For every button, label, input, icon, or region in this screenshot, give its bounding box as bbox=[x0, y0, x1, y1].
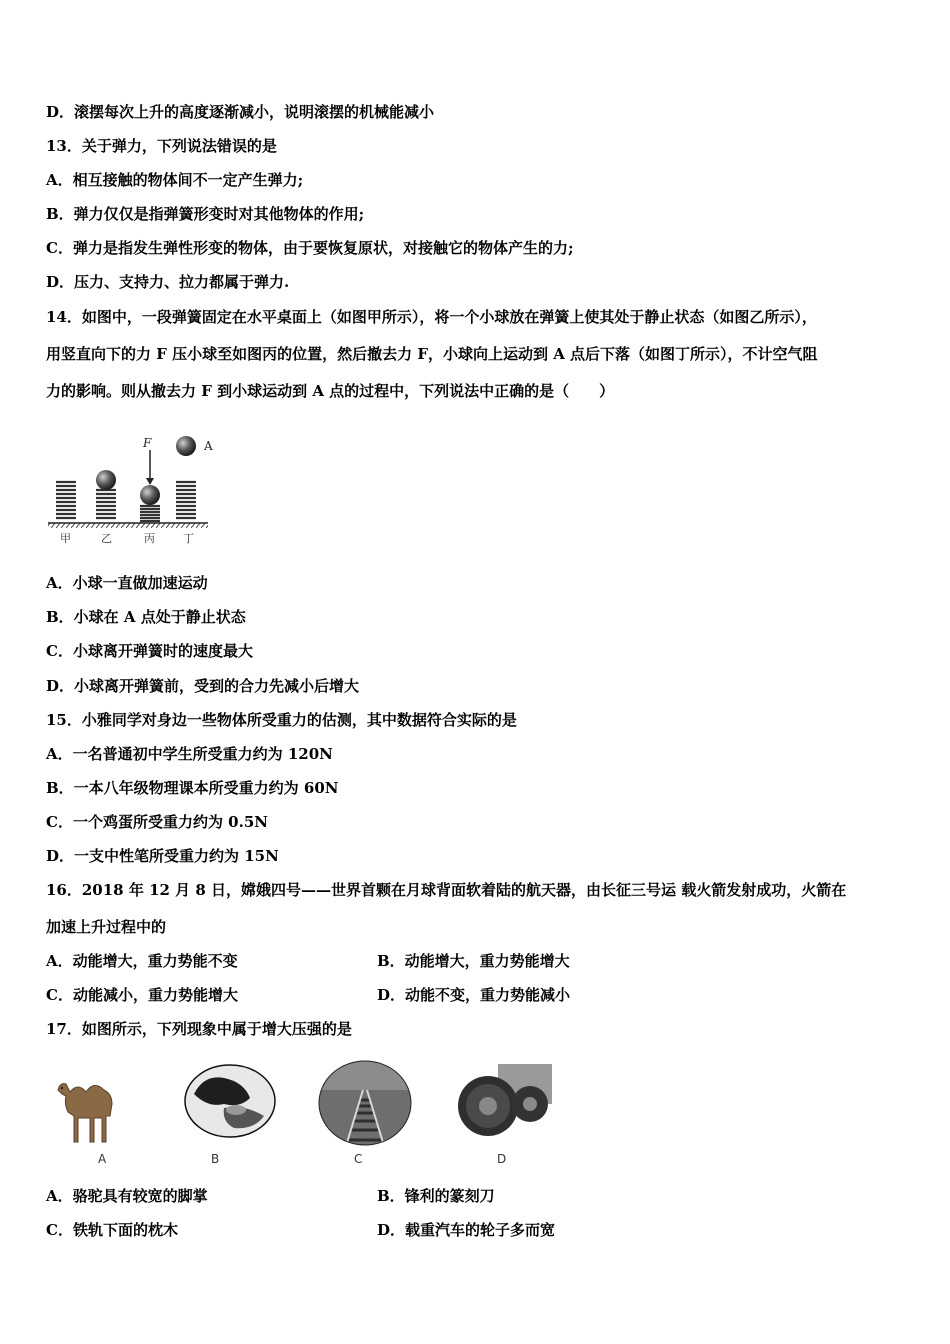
spring-bing bbox=[140, 506, 160, 521]
q17-option-c: C．铁轨下面的枕木 bbox=[46, 1221, 178, 1239]
ball-yi bbox=[96, 470, 116, 490]
label-ding: 丁 bbox=[183, 532, 194, 545]
label-jia: 甲 bbox=[60, 532, 71, 545]
point-a-label: A bbox=[204, 439, 213, 453]
q14-option-b: B．小球在 A 点处于静止状态 bbox=[46, 608, 246, 626]
q13-option-d: D．压力、支持力、拉力都属于弹力. bbox=[46, 273, 290, 291]
q17-option-b: B．锋利的篆刻刀 bbox=[377, 1187, 495, 1205]
q16-stem-line-2: 加速上升过程中的 bbox=[46, 918, 167, 936]
image-label-d: D bbox=[497, 1152, 507, 1166]
spring-jia bbox=[56, 482, 76, 518]
q16-option-a: A．动能增大，重力势能不变 bbox=[46, 952, 238, 970]
railway-image bbox=[318, 1060, 412, 1146]
ball-bing bbox=[140, 485, 160, 505]
carving-knife-image bbox=[184, 1064, 276, 1138]
q17-option-d: D．载重汽车的轮子多而宽 bbox=[377, 1221, 556, 1239]
q15-stem: 15．小雅同学对身边一些物体所受重力的估测，其中数据符合实际的是 bbox=[46, 711, 517, 729]
q13-stem: 13．关于弹力，下列说法错误的是 bbox=[46, 137, 277, 155]
q13-option-a: A．相互接触的物体间不一定产生弹力; bbox=[46, 171, 304, 189]
ball-ding bbox=[176, 436, 196, 456]
label-bing: 丙 bbox=[144, 532, 155, 545]
camel-image bbox=[50, 1072, 130, 1148]
q16-option-c: C．动能减小，重力势能增大 bbox=[46, 986, 238, 1004]
label-yi: 乙 bbox=[101, 532, 112, 545]
image-label-b: B bbox=[211, 1152, 220, 1166]
q13-option-b: B．弹力仅仅是指弹簧形变时对其他物体的作用; bbox=[46, 205, 365, 223]
q14-option-c: C．小球离开弹簧时的速度最大 bbox=[46, 642, 253, 660]
q15-option-c: C．一个鸡蛋所受重力约为 0.5N bbox=[46, 813, 268, 831]
q16-option-b: B．动能增大，重力势能增大 bbox=[377, 952, 570, 970]
q15-option-d: D．一支中性笔所受重力约为 15N bbox=[46, 847, 279, 865]
force-label: F bbox=[143, 436, 152, 450]
spring-ding bbox=[176, 482, 196, 518]
spring-ball-figure bbox=[46, 432, 216, 550]
q14-option-a: A．小球一直做加速运动 bbox=[46, 574, 208, 592]
q14-stem-line-1: 14．如图中，一段弹簧固定在水平桌面上（如图甲所示），将一个小球放在弹簧上使其处于静止状态（如图乙所示）， bbox=[46, 308, 817, 326]
q12-option-d: D．滚摆每次上升的高度逐渐减小，说明滚摆的机械能减小 bbox=[46, 103, 435, 121]
q17-stem: 17．如图所示，下列现象中属于增大压强的是 bbox=[46, 1020, 352, 1038]
image-label-a: A bbox=[98, 1152, 107, 1166]
q14-option-d: D．小球离开弹簧前，受到的合力先减小后增大 bbox=[46, 677, 360, 695]
q17-option-a: A．骆驼具有较宽的脚掌 bbox=[46, 1187, 208, 1205]
spring-yi bbox=[96, 490, 116, 518]
q16-stem-line-1: 16．2018 年 12 月 8 日，嫦娥四号——世界首颗在月球背面软着陆的航天器，由长征三号运 载火箭发射成功，火箭在 bbox=[46, 881, 847, 899]
truck-wheels-image bbox=[458, 1060, 554, 1146]
q15-option-a: A．一名普通初中学生所受重力约为 120N bbox=[46, 745, 333, 763]
q14-stem-line-2: 用竖直向下的力 F 压小球至如图丙的位置，然后撤去力 F，小球向上运动到 A 点后下落（如图丁所示），不计空气阻 bbox=[46, 345, 818, 363]
q15-option-b: B．一本八年级物理课本所受重力约为 60N bbox=[46, 779, 339, 797]
q13-option-c: C．弹力是指发生弹性形变的物体，由于要恢复原状，对接触它的物体产生的力; bbox=[46, 239, 574, 257]
q14-stem-line-3: 力的影响。则从撤去力 F 到小球运动到 A 点的过程中，下列说法中正确的是（ ） bbox=[46, 382, 615, 400]
q16-option-d: D．动能不变，重力势能减小 bbox=[377, 986, 571, 1004]
image-label-c: C bbox=[354, 1152, 363, 1166]
